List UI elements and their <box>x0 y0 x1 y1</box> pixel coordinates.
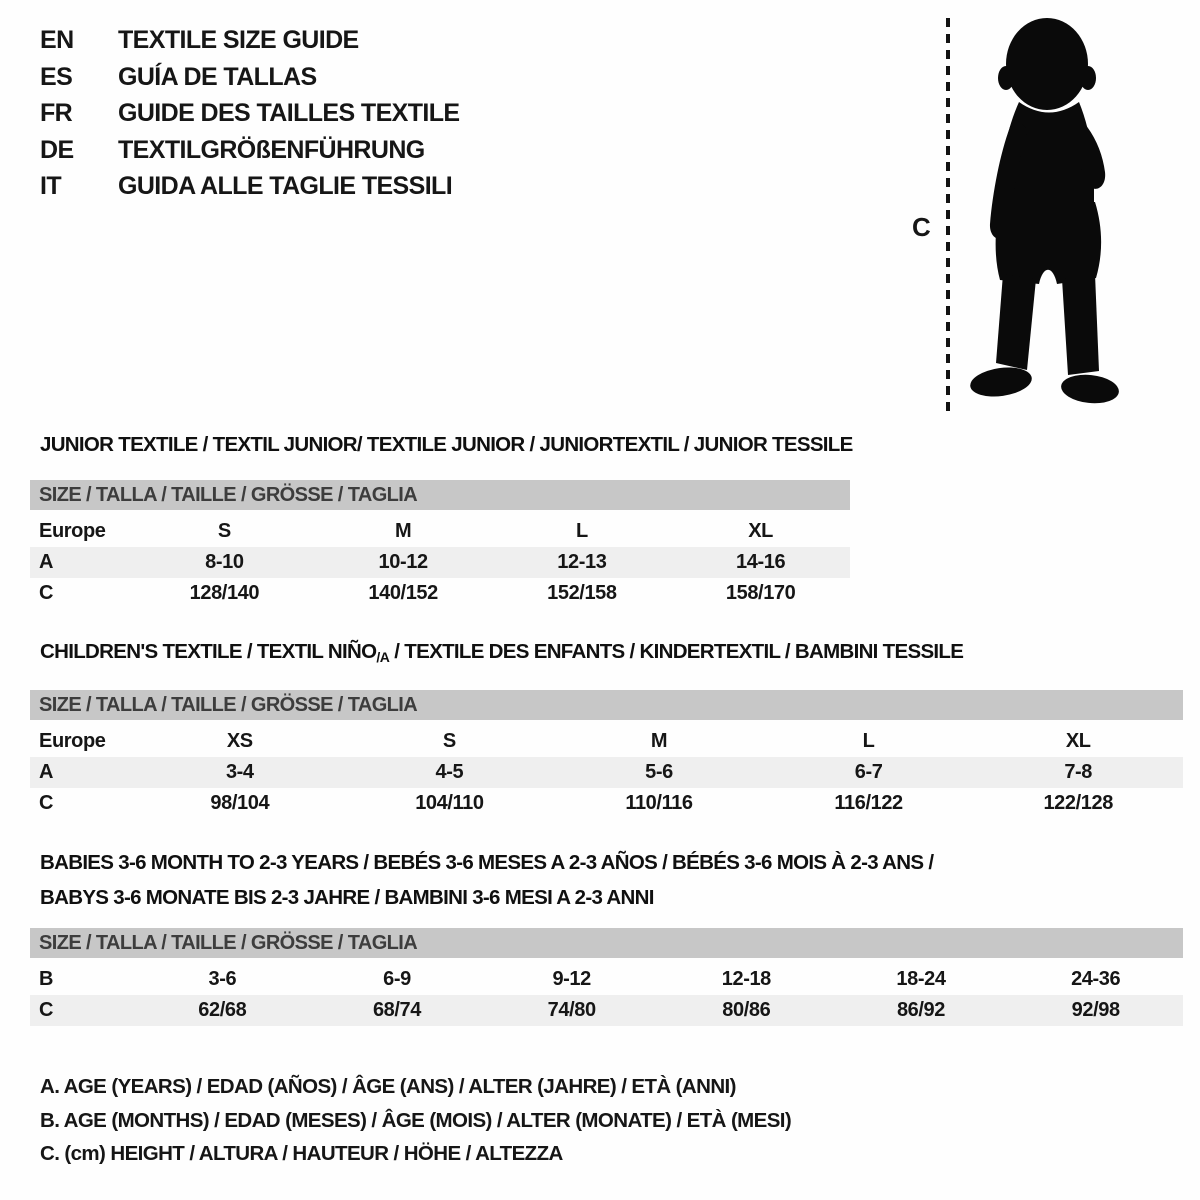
cell-value: 3-6 <box>208 968 237 990</box>
size-header-bar: SIZE / TALLA / TAILLE / GRÖSSE / TAGLIA <box>30 480 850 510</box>
col-header-size: XS <box>226 730 253 752</box>
language-row-fr <box>40 95 460 132</box>
cell-value: 3-4 <box>225 761 254 783</box>
language-row-en <box>40 22 460 59</box>
table-row-height <box>30 995 1183 1026</box>
cell-value: 18-24 <box>896 968 946 990</box>
language-list <box>40 22 460 205</box>
table-row-age <box>30 757 1183 788</box>
height-measure-label: C <box>912 212 931 242</box>
language-title: TEXTILGRÖßENFÜHRUNG <box>118 135 425 164</box>
cell-value: 7-8 <box>1064 761 1093 783</box>
cell-value: 12-18 <box>721 968 771 990</box>
cell-value: 158/170 <box>725 582 796 604</box>
height-measure-dashed-line <box>946 18 950 416</box>
cell-value: 104/110 <box>415 792 484 814</box>
row-label: A <box>39 551 54 573</box>
children-size-table <box>30 690 1183 819</box>
cell-value: 68/74 <box>372 999 422 1021</box>
language-row-it <box>40 168 460 205</box>
language-row-de <box>40 132 460 169</box>
cell-value: 12-13 <box>557 551 607 573</box>
col-header-size: M <box>650 730 668 752</box>
language-code: DE <box>40 135 74 164</box>
cell-value: 6-9 <box>383 968 411 990</box>
col-header-size: XL <box>748 520 773 542</box>
measurement-legend <box>40 1070 791 1171</box>
cell-value: 9-12 <box>552 968 591 990</box>
table-header-row <box>30 726 1183 757</box>
language-title: TEXTILE SIZE GUIDE <box>118 26 359 54</box>
cell-value: 116/122 <box>834 792 903 814</box>
cell-value: 10-12 <box>378 551 428 573</box>
size-header-bar: SIZE / TALLA / TAILLE / GRÖSSE / TAGLIA <box>30 928 1183 958</box>
col-header-region: Europe <box>39 730 106 752</box>
row-label: C <box>39 999 54 1021</box>
language-code: FR <box>40 99 73 127</box>
table-row-height <box>30 578 850 609</box>
size-header-bar: SIZE / TALLA / TAILLE / GRÖSSE / TAGLIA <box>30 690 1183 720</box>
children-title-suffix: / TEXTILE DES ENFANTS / KINDERTEXTIL / BAMBINI TESSILE <box>389 640 964 663</box>
cell-value: 122/128 <box>1043 792 1113 814</box>
cell-value: 152/158 <box>547 582 617 604</box>
row-label: C <box>39 792 54 814</box>
table-row-height <box>30 788 1183 819</box>
language-code: IT <box>40 172 62 200</box>
cell-value: 110/116 <box>625 792 693 814</box>
cell-value: 98/104 <box>210 792 270 814</box>
language-code: ES <box>40 62 73 91</box>
language-code: EN <box>40 26 74 54</box>
legend-line-a: A. AGE (YEARS) / EDAD (AÑOS) / ÂGE (ANS) / ALTER (JAHRE) / ETÀ (ANNI) <box>40 1075 736 1098</box>
language-title: GUIDE DES TAILLES TEXTILE <box>118 99 460 127</box>
legend-line-b: B. AGE (MONTHS) / EDAD (MESES) / ÂGE (MOIS) / ALTER (MONATE) / ETÀ (MESI) <box>40 1108 792 1132</box>
cell-value: 6-7 <box>854 761 883 783</box>
cell-value: 86/92 <box>896 999 946 1021</box>
junior-size-table <box>30 480 850 609</box>
cell-value: 74/80 <box>547 999 596 1021</box>
cell-value: 5-6 <box>645 761 673 783</box>
table-row-months <box>30 964 1183 995</box>
col-header-size: S <box>442 730 456 752</box>
cell-value: 80/86 <box>722 999 771 1021</box>
children-title-prefix: CHILDREN'S TEXTILE / TEXTIL NIÑO <box>40 640 377 663</box>
babies-title-line2: BABYS 3-6 MONATE BIS 2-3 JAHRE / BAMBINI 3-6 MESI A 2-3 ANNI <box>40 886 654 909</box>
cell-value: 62/68 <box>198 999 247 1021</box>
language-title: GUIDA ALLE TAGLIE TESSILI <box>118 172 453 200</box>
children-title-sub: /A <box>376 649 390 665</box>
junior-section-title: JUNIOR TEXTILE / TEXTIL JUNIOR/ TEXTILE JUNIOR / JUNIORTEXTIL / JUNIOR TESSILE <box>40 433 853 456</box>
babies-title-line1: BABIES 3-6 MONTH TO 2-3 YEARS / BEBÉS 3-6 MESES A 2-3 AÑOS / BÉBÉS 3-6 MOIS À 2-3 ANS / <box>40 851 934 874</box>
cell-value: 128/140 <box>189 582 260 604</box>
col-header-size: L <box>575 520 588 542</box>
legend-line-c: C. (cm) HEIGHT / ALTURA / HAUTEUR / HÖHE / ALTEZZA <box>40 1142 563 1166</box>
toddler-silhouette-icon <box>965 14 1137 418</box>
babies-section-title <box>40 845 933 915</box>
children-section-title <box>40 640 963 665</box>
col-header-size: S <box>217 520 231 542</box>
col-header-size: M <box>394 520 412 542</box>
language-title: GUÍA DE TALLAS <box>118 62 317 91</box>
col-header-size: L <box>862 730 875 752</box>
cell-value: 14-16 <box>736 551 786 573</box>
table-row-age <box>30 547 850 578</box>
language-row-es <box>40 59 460 96</box>
col-header-region: Europe <box>39 520 106 542</box>
row-label: B <box>39 968 54 990</box>
row-label: C <box>39 582 54 604</box>
cell-value: 92/98 <box>1071 999 1120 1021</box>
cell-value: 8-10 <box>205 551 244 573</box>
cell-value: 140/152 <box>368 582 438 604</box>
cell-value: 4-5 <box>435 761 464 783</box>
row-label: A <box>39 761 54 783</box>
cell-value: 24-36 <box>1071 968 1121 990</box>
table-header-row <box>30 516 850 547</box>
col-header-size: XL <box>1065 730 1091 752</box>
babies-size-table <box>30 928 1183 1026</box>
